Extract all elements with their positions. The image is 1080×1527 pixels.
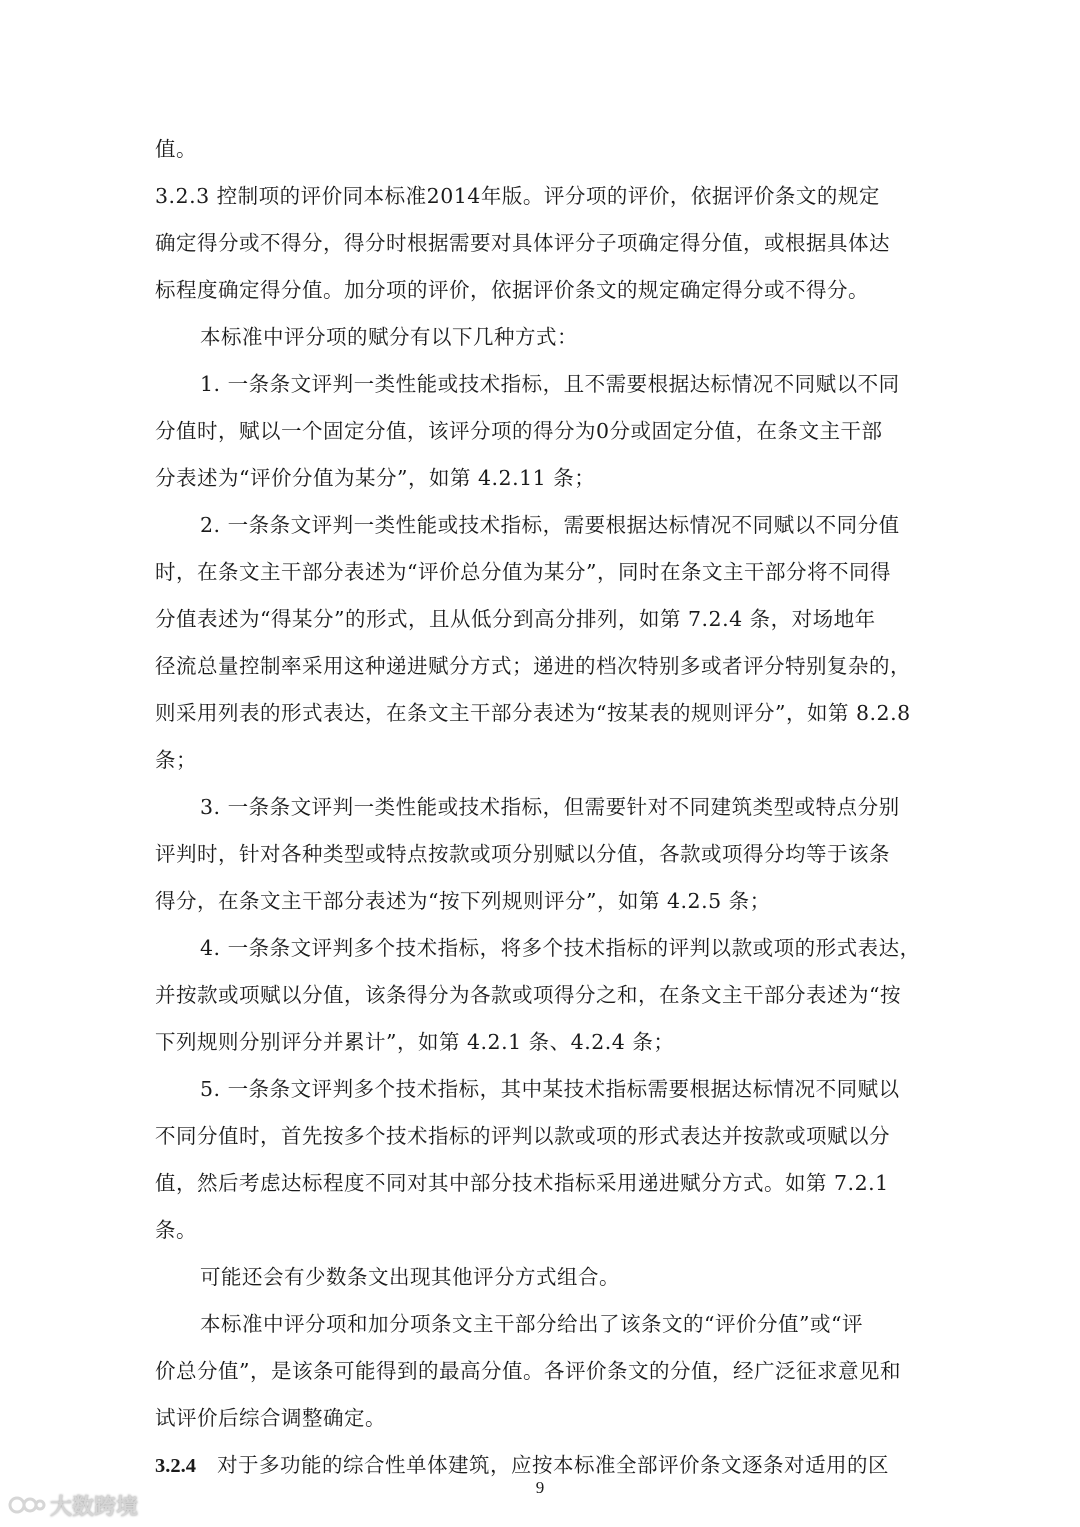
text-line: 得分，在条文主干部分表述为“按下列规则评分”，如第 4.2.5 条； bbox=[155, 889, 771, 913]
list-item-3-line: 3. 一条条文评判一类性能或技术指标，但需要针对不同建筑类型或特点分别 bbox=[200, 795, 900, 819]
text-line: 标程度确定得分值。加分项的评价，依据评价条文的规定确定得分或不得分。 bbox=[155, 278, 869, 302]
watermark bbox=[8, 1490, 138, 1520]
clause-3-2-3-line: 3.2.3 控制项的评价同本标准2014年版。评分项的评价，依据评价条文的规定 bbox=[155, 184, 880, 208]
list-item-1-line: 1. 一条条文评判一类性能或技术指标，且不需要根据达标情况不同赋以不同 bbox=[200, 372, 900, 396]
text-line: 时，在条文主干部分表述为“评价总分值为某分”，同时在条文主干部分将不同得 bbox=[155, 560, 891, 584]
text-line: 条。 bbox=[155, 1218, 197, 1242]
clause-number: 3.2.4 bbox=[155, 1455, 196, 1477]
text-line: 值。 bbox=[155, 137, 197, 161]
logo-circles-icon bbox=[8, 1492, 46, 1518]
text-line: 径流总量控制率采用这种递进赋分方式；递进的档次特别多或者评分特别复杂的， bbox=[155, 654, 911, 678]
text-line: 确定得分或不得分，得分时根据需要对具体评分子项确定得分值，或根据具体达 bbox=[155, 231, 890, 255]
text-line: 分值时，赋以一个固定分值，该评分项的得分为0分或固定分值，在条文主干部 bbox=[155, 419, 883, 443]
text-line: 并按款或项赋以分值，该条得分为各款或项得分之和，在条文主干部分表述为“按 bbox=[155, 983, 901, 1007]
text-line: 分表述为“评价分值为某分”，如第 4.2.11 条； bbox=[155, 466, 596, 490]
list-item-5-line: 5. 一条条文评判多个技术指标，其中某技术指标需要根据达标情况不同赋以 bbox=[200, 1077, 900, 1101]
text-line: 试评价后综合调整确定。 bbox=[155, 1406, 386, 1430]
clause-3-2-4-line bbox=[155, 1449, 925, 1481]
list-item-2-line: 2. 一条条文评判一类性能或技术指标，需要根据达标情况不同赋以不同分值 bbox=[200, 513, 900, 537]
text-line: 则采用列表的形式表达，在条文主干部分表述为“按某表的规则评分”，如第 8.2.8 bbox=[155, 701, 911, 725]
text-line: 下列规则分别评分并累计”，如第 4.2.1 条、4.2.4 条； bbox=[155, 1030, 675, 1054]
clause-text: 对于多功能的综合性单体建筑，应按本标准全部评价条文逐条对适用的区 bbox=[217, 1453, 890, 1477]
paragraph-line: 本标准中评分项的赋分有以下几种方式： bbox=[200, 325, 578, 349]
paragraph-line: 本标准中评分项和加分项条文主干部分给出了该条文的“评价分值”或“评 bbox=[200, 1312, 863, 1336]
paragraph-line: 可能还会有少数条文出现其他评分方式组合。 bbox=[200, 1265, 620, 1289]
text-line: 分值表述为“得某分”的形式，且从低分到高分排列，如第 7.2.4 条，对场地年 bbox=[155, 607, 876, 631]
text-line: 价总分值”，是该条可能得到的最高分值。各评价条文的分值，经广泛征求意见和 bbox=[155, 1359, 901, 1383]
text-line: 不同分值时，首先按多个技术指标的评判以款或项的形式表达并按款或项赋以分 bbox=[155, 1124, 890, 1148]
page-number: 9 bbox=[535, 1478, 545, 1497]
list-item-4-line: 4. 一条条文评判多个技术指标，将多个技术指标的评判以款或项的形式表达， bbox=[200, 936, 921, 960]
text-line: 值，然后考虑达标程度不同对其中部分技术指标采用递进赋分方式。如第 7.2.1 bbox=[155, 1171, 889, 1195]
text-line: 评判时，针对各种类型或特点按款或项分别赋以分值，各款或项得分均等于该条 bbox=[155, 842, 890, 866]
text-line: 条； bbox=[155, 748, 197, 772]
watermark-text: 大数跨境 bbox=[50, 1494, 139, 1520]
